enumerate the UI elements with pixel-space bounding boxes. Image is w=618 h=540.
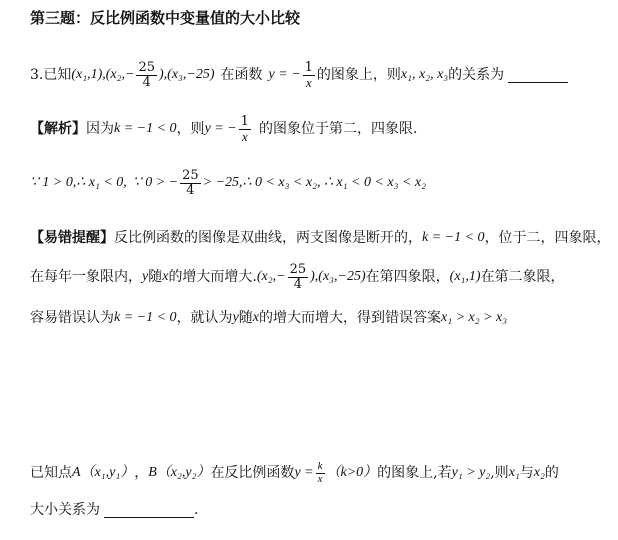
tip-wrong-answer: x₁ > x₂ > x₃ (441, 310, 508, 325)
tip-condition: k = −1 < 0 (114, 310, 177, 325)
reasoning-part: ∵ 1 > 0,∴ x₁ < 0, (30, 175, 127, 190)
exercise-text: 大小关系为 (30, 502, 100, 518)
exercise-variable: x₁ (508, 465, 520, 480)
question-function-fraction (303, 61, 315, 89)
exercise-line-1 (30, 458, 610, 488)
answer-blank (104, 503, 194, 518)
tip-text: 容易错误认为 (30, 310, 114, 326)
fraction-denominator: x (241, 128, 248, 144)
tip-line-2 (30, 262, 610, 292)
reasoning-part: ∵ 0 > − (132, 175, 179, 190)
exercise-text: 在反比例函数 (210, 465, 295, 481)
analysis-label: 【解析】 (30, 121, 86, 137)
question-vars: x₁, x₂, x₃ (400, 67, 449, 82)
exercise-separator: ， (134, 465, 149, 481)
tip-variable: x (252, 310, 259, 325)
exercise-text: 的图象上,若 (377, 465, 452, 481)
tip-text: 在第四象限， (365, 269, 450, 285)
question-end: 的关系为 (448, 67, 505, 83)
fraction-denominator: 4 (142, 74, 151, 90)
question-fraction (136, 61, 157, 89)
tip-text: 在每年一象限内， (30, 269, 142, 285)
exercise-text: 已知点 (30, 465, 72, 481)
tip-text: 的增大而增大. (168, 269, 257, 285)
analysis-condition: k = −1 < 0 (114, 121, 177, 136)
question-function: y = − (268, 67, 301, 82)
question-points: (x₁,1),(x₂,− (71, 67, 135, 82)
question-points-end: ),(x₃,−25) (159, 67, 215, 82)
reasoning-part: > −25,∴ 0 < x₃ < x₂, ∴ x₁ < 0 < x₃ < x₂ (202, 175, 427, 190)
fraction-denominator: x (317, 472, 323, 485)
tip-points: (x₂,− (256, 269, 286, 284)
exercise-text: 与 (519, 465, 534, 481)
reasoning-line (30, 168, 610, 198)
analysis-text: 因为 (86, 121, 114, 137)
exercise-line-2 (30, 500, 610, 520)
tip-condition: k = −1 < 0 (422, 230, 485, 245)
analysis-line (30, 114, 610, 144)
analysis-fraction (239, 115, 251, 143)
tip-text: ，位于二，四象限， (484, 230, 611, 246)
fraction-numerator: k (317, 459, 323, 472)
fraction-numerator: 1 (240, 113, 249, 129)
fraction-numerator: 25 (289, 261, 307, 277)
exercise-inequality: y₁ > y₂ (451, 465, 491, 480)
question-line (30, 60, 610, 90)
fraction-denominator: x (305, 74, 312, 90)
exercise-point-a: A（x₁,y₁） (72, 465, 135, 480)
tip-text: 在第二象限， (480, 269, 565, 285)
tip-variable: y (142, 269, 149, 284)
exercise-end: . (194, 502, 199, 518)
analysis-text: ，则 (176, 121, 205, 137)
exercise-function: y = (294, 465, 314, 480)
question-prefix: 已知 (43, 67, 72, 83)
tip-text: 随 (148, 269, 163, 285)
tip-line-1 (30, 228, 610, 248)
reasoning-fraction (180, 169, 201, 197)
fraction-numerator: 25 (138, 59, 156, 75)
tip-label: 【易错提醒】 (30, 230, 114, 246)
fraction-denominator: 4 (186, 182, 195, 198)
tip-text: 随 (238, 310, 253, 326)
fraction-denominator: 4 (293, 276, 302, 292)
exercise-condition: （k>0） (326, 465, 378, 480)
exercise-text: 的 (544, 465, 559, 481)
question-mid-text: 在函数 (220, 67, 263, 83)
question-suffix: 的图象上，则 (316, 67, 401, 83)
analysis-text: 的图象位于第二，四象限. (258, 121, 418, 137)
tip-points-end: ),(x₃,−25) (310, 269, 366, 284)
fraction-numerator: 25 (182, 167, 199, 183)
tip-fraction (288, 263, 309, 291)
section-heading: 第三题：反比例函数中变量值的大小比较 (30, 9, 301, 27)
tip-point: (x₁,1) (449, 269, 481, 284)
tip-text: 的增大而增大，得到错误答案 (259, 310, 441, 326)
tip-text: ，就认为 (176, 310, 233, 326)
tip-line-3 (30, 308, 610, 328)
exercise-variable: x₂ (533, 465, 545, 480)
exercise-text: ,则 (490, 465, 509, 481)
tip-variable: x (162, 269, 169, 284)
exercise-point-b: B（x₂,y₂） (148, 465, 211, 480)
tip-text: 反比例函数的图像是双曲线，两支图像是断开的， (114, 230, 422, 246)
tip-variable: y (232, 310, 239, 325)
fraction-numerator: 1 (304, 59, 313, 75)
analysis-function: y = − (204, 121, 237, 136)
question-number: 3. (30, 67, 44, 83)
exercise-fraction (316, 461, 325, 485)
answer-blank (508, 68, 568, 83)
